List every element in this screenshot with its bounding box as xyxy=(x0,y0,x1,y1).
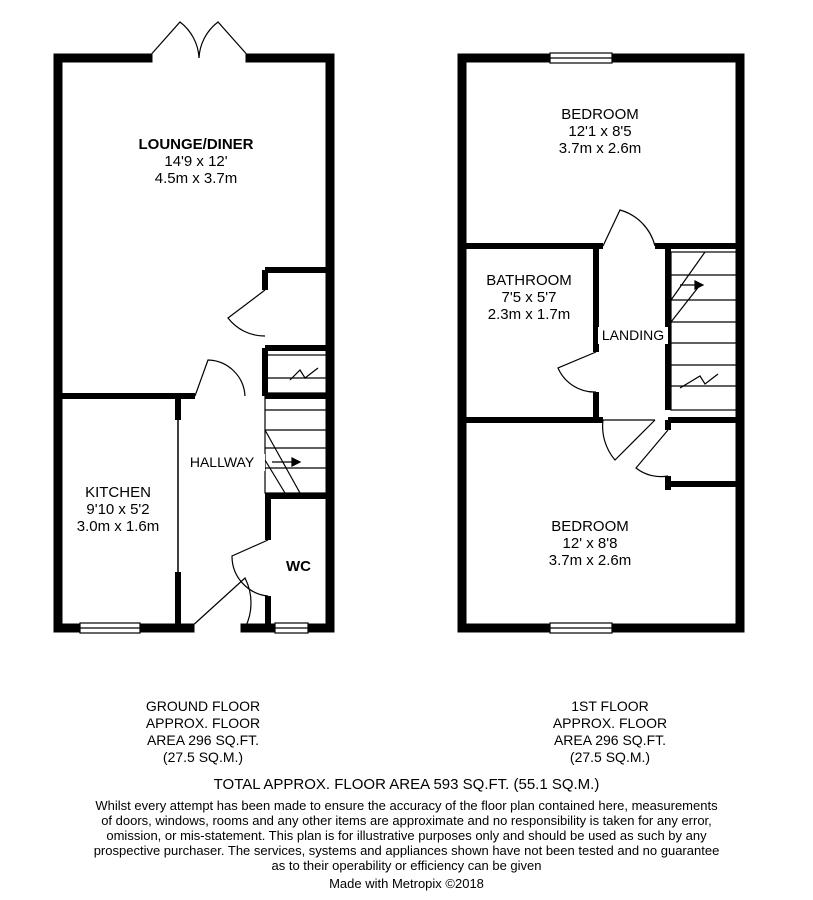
ground-floor-caption xyxy=(103,698,303,766)
caption-line: (27.5 SQ.M.) xyxy=(162,749,244,765)
room-dimensions-imperial: 9'10 x 5'2 xyxy=(86,501,150,518)
room-dimensions-metric: 4.5m x 3.7m xyxy=(154,170,238,187)
caption-line: AREA 296 SQ.FT. xyxy=(553,732,667,748)
room-bathroom xyxy=(465,272,593,323)
room-bedroom-2 xyxy=(490,518,690,569)
room-name: BEDROOM xyxy=(561,106,639,123)
caption-line: (27.5 SQ.M.) xyxy=(569,749,651,765)
room-name: BEDROOM xyxy=(551,518,629,535)
caption-line: APPROX. FLOOR xyxy=(552,715,668,731)
room-name: LANDING xyxy=(601,327,665,343)
room-dimensions-metric: 3.7m x 2.6m xyxy=(558,140,642,157)
credit-text: Made with Metropix ©2018 xyxy=(329,876,484,891)
room-dimensions-imperial: 12' x 8'8 xyxy=(562,535,618,552)
room-bedroom-1 xyxy=(500,106,700,157)
caption-line: 1ST FLOOR xyxy=(571,698,649,714)
room-hallway xyxy=(179,454,265,471)
room-dimensions-metric: 3.7m x 2.6m xyxy=(548,552,632,569)
caption-line: AREA 296 SQ.FT. xyxy=(146,732,260,748)
room-name: HALLWAY xyxy=(189,454,255,470)
room-name: LOUNGE/DINER xyxy=(138,136,254,153)
ground-floor-stairs xyxy=(265,355,327,493)
ground-floor-plan xyxy=(58,22,330,633)
room-name: WC xyxy=(286,558,311,575)
room-landing xyxy=(598,327,668,344)
room-dimensions-imperial: 12'1 x 8'5 xyxy=(568,123,632,140)
caption-line: GROUND FLOOR xyxy=(145,698,261,714)
room-lounge-diner xyxy=(96,136,296,187)
room-dimensions-metric: 2.3m x 1.7m xyxy=(487,306,571,323)
room-wc xyxy=(270,558,327,575)
room-name: BATHROOM xyxy=(486,272,572,289)
disclaimer-text: Whilst every attempt has been made to ensure the accuracy of the floor plan contained here, measurements of doors, windows, rooms and any other items are approximate and no responsibility is taken for any error, omission, or mis-statement. This plan is for illustrative purposes only and should be used as such by any prospective purchaser. The services, systems and appliances shown have not been tested and no guarantee as to their operability or efficiency can be given xyxy=(93,798,720,873)
ground-floor-doors xyxy=(148,22,268,628)
room-name: KITCHEN xyxy=(85,484,151,501)
caption-line: APPROX. FLOOR xyxy=(145,715,261,731)
room-dimensions-imperial: 7'5 x 5'7 xyxy=(501,289,557,306)
room-kitchen xyxy=(62,484,174,535)
room-dimensions-metric: 3.0m x 1.6m xyxy=(76,518,160,535)
total-floor-area: TOTAL APPROX. FLOOR AREA 593 SQ.FT. (55.1 SQ.M.) xyxy=(213,776,600,793)
room-dimensions-imperial: 14'9 x 12' xyxy=(164,153,228,170)
first-floor-stairs xyxy=(671,252,737,410)
first-floor-caption xyxy=(510,698,710,766)
